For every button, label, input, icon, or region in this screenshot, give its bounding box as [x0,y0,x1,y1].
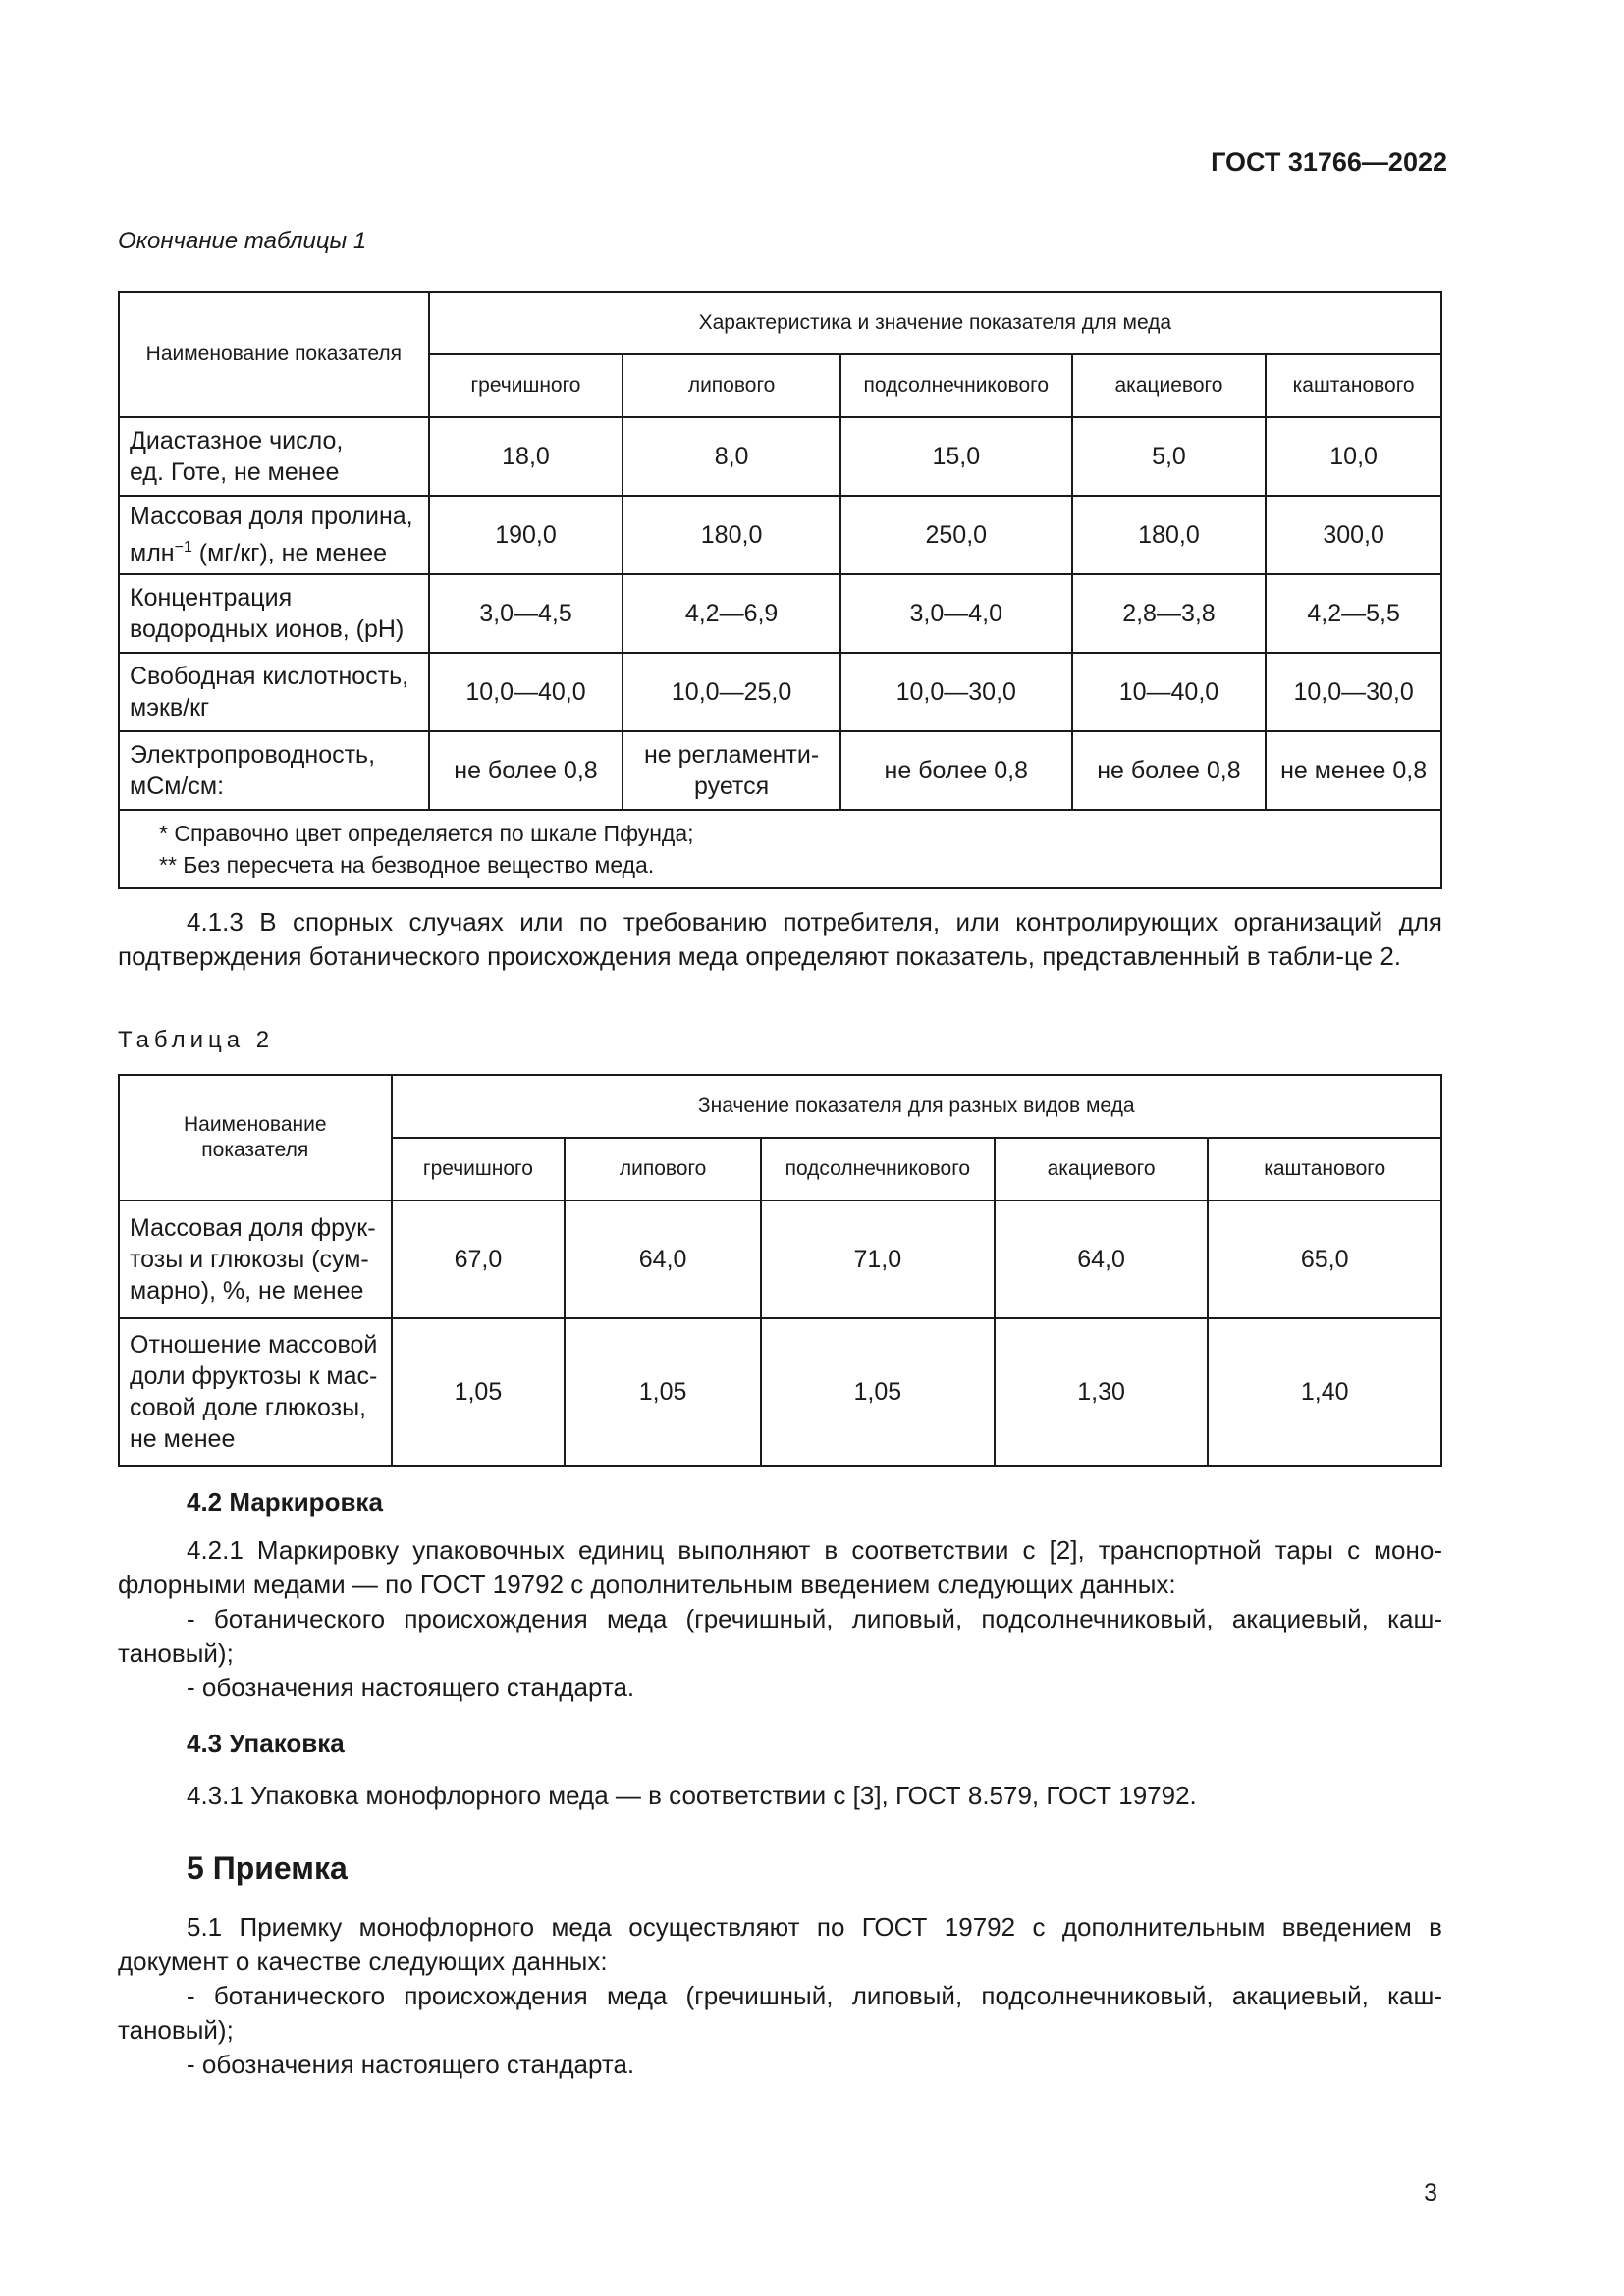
t1-header-name: Наименование показателя [119,292,429,417]
table-row [119,496,1441,574]
table-cell: 1,05 [761,1318,995,1466]
paragraph-4-1-3: 4.1.3 В спорных случаях или по требованию потребителя, или контролирующих организаций для подтверждения ботанического происхождения меда определяют показатель, представленный в табли-це 2. [118,907,1442,971]
table-cell: 8,0 [623,417,840,496]
table-cell: не регламенти- руется [623,731,840,810]
table-cell: 65,0 [1208,1201,1441,1318]
t1-header-linden: липового [623,354,840,417]
t2-header-acacia: акациевого [995,1138,1209,1201]
table-cell: 64,0 [565,1201,761,1318]
table2-caption: Таблица 2 [118,1027,275,1053]
list-item: - обозначения настоящего стандарта. [187,1673,635,1702]
table-cell: 64,0 [995,1201,1209,1318]
table-cell: 250,0 [840,496,1072,574]
table-cell: 1,05 [392,1318,566,1466]
row-label: Концентрация водородных ионов, (pH) [119,574,429,653]
table-row [119,731,1441,810]
paragraph-4-3-1: 4.3.1 Упаковка монофлорного меда — в соответствии с [3], ГОСТ 8.579, ГОСТ 19792. [187,1781,1197,1810]
table-cell: 67,0 [392,1201,566,1318]
table-cell: не менее 0,8 [1266,731,1441,810]
t2-header-sunflower: подсолнечникового [761,1138,995,1201]
row-label: Электропроводность, мСм/см: [119,731,429,810]
section-4-3-title: 4.3 Упаковка [187,1729,345,1758]
table-cell: 4,2—5,5 [1266,574,1441,653]
table1-continuation-label: Окончание таблицы 1 [118,228,367,254]
table1-note-2: ** Без пересчета на безводное вещество меда. [159,852,655,878]
paragraph-5-1: 5.1 Приемку монофлорного меда осуществляют по ГОСТ 19792 с дополнительным введением в документ о качестве следующих данных: [118,1912,1442,1976]
t2-header-name: Наименование показателя [119,1075,392,1201]
table-cell: не более 0,8 [1072,731,1267,810]
table1-note-1: * Справочно цвет определяется по шкале Пфунда; [159,821,694,846]
table-cell: не более 0,8 [840,731,1072,810]
table-1 [118,291,1442,889]
document-id-header: ГОСТ 31766—2022 [1211,147,1447,177]
table-cell: 10—40,0 [1072,653,1267,731]
list-item: - обозначения настоящего стандарта. [187,2050,635,2079]
list-item: - ботанического происхождения меда (гречишный, липовый, подсолнечниковый, акациевый, каш-тановый); [118,1604,1442,1668]
t1-header-group: Характеристика и значение показателя для меда [429,292,1441,354]
table1-notes [119,810,1441,888]
t1-header-chestnut: каштанового [1266,354,1441,417]
table-cell: 71,0 [761,1201,995,1318]
table-row [119,1201,1441,1318]
table-cell: 4,2—6,9 [623,574,840,653]
t2-header-group: Значение показателя для разных видов меда [392,1075,1441,1138]
table-cell: 15,0 [840,417,1072,496]
table-cell: 10,0 [1266,417,1441,496]
t1-header-sunflower: подсолнечникового [840,354,1072,417]
list-item: - ботанического происхождения меда (гречишный, липовый, подсолнечниковый, акациевый, каш-тановый); [118,1981,1442,2045]
t2-header-linden: липового [565,1138,761,1201]
t2-header-buckwheat: гречишного [392,1138,566,1201]
table-cell: 10,0—30,0 [840,653,1072,731]
table-cell: 1,30 [995,1318,1209,1466]
table-row [119,653,1441,731]
table-cell: 10,0—30,0 [1266,653,1441,731]
section-4-2-title: 4.2 Маркировка [187,1487,383,1517]
table-cell: 10,0—40,0 [429,653,623,731]
table-row [119,1318,1441,1466]
row-label: Массовая доля пролина, млн$^{-1}$ (мг/кг), не менее [119,496,429,574]
row-label: Свободная кислотность, мэкв/кг [119,653,429,731]
row-label: Массовая доля фрук- тозы и глюкозы (сум- марно), %, не менее [119,1201,392,1318]
table-cell: 5,0 [1072,417,1267,496]
t1-header-buckwheat: гречишного [429,354,623,417]
table-2 [118,1074,1442,1467]
t1-header-acacia: акациевого [1072,354,1267,417]
table-row [119,574,1441,653]
table-cell: 300,0 [1266,496,1441,574]
table-cell: 190,0 [429,496,623,574]
row-label: Отношение массовой доли фруктозы к мас- совой доле глюкозы, не менее [119,1318,392,1466]
table-cell: 18,0 [429,417,623,496]
table-cell: 1,40 [1208,1318,1441,1466]
table-cell: 1,05 [565,1318,761,1466]
page-number: 3 [1424,2179,1437,2207]
table-cell: 180,0 [1072,496,1267,574]
table-cell: 10,0—25,0 [623,653,840,731]
paragraph-4-2-1: 4.2.1 Маркировку упаковочных единиц выполняют в соответствии с [2], транспортной тары с моно-флорными медами — по ГОСТ 19792 с дополнительным введением следующих данных: [118,1535,1442,1599]
table-row [119,417,1441,496]
table-cell: 2,8—3,8 [1072,574,1267,653]
table-cell: не более 0,8 [429,731,623,810]
table-cell: 180,0 [623,496,840,574]
t2-header-chestnut: каштанового [1208,1138,1441,1201]
row-label: Диастазное число, ед. Готе, не менее [119,417,429,496]
table-cell: 3,0—4,0 [840,574,1072,653]
section-5-title: 5 Приемка [187,1850,348,1886]
table-cell: 3,0—4,5 [429,574,623,653]
